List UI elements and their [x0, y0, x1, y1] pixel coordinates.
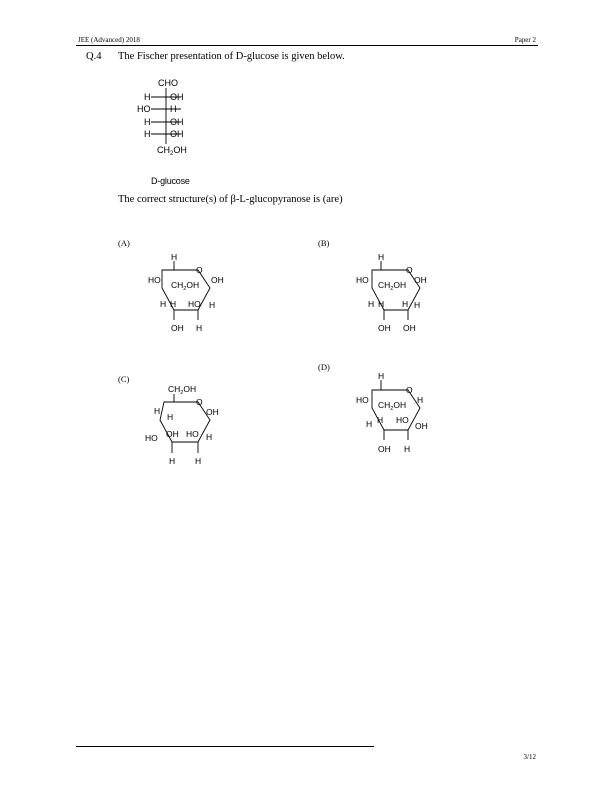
right-mid-left-b: H	[378, 299, 385, 309]
ch2oh-c-oh: OH	[183, 384, 197, 394]
right-up-d: H	[417, 395, 424, 405]
ch2oh-b	[378, 280, 406, 292]
right-up-c: OH	[206, 407, 219, 417]
ch2oh-b-ch: CH	[378, 280, 391, 290]
right-mid-d: HO	[396, 415, 409, 425]
ch2oh-c-sub: 2	[180, 390, 184, 396]
ch2oh-a	[171, 280, 199, 292]
left-in-b: H	[368, 299, 375, 309]
header-exam-title: JEE (Advanced) 2018	[78, 36, 140, 44]
option-b-label: (B)	[318, 238, 330, 248]
ch2oh-d-ch: CH	[378, 400, 391, 410]
left-up-a: HO	[148, 275, 161, 285]
fischer-row4-left: H	[144, 129, 151, 139]
option-d-label: (D)	[318, 362, 330, 372]
fischer-row3-right: OH	[170, 117, 184, 127]
question-text: The Fischer presentation of D-glucose is given below.	[118, 51, 345, 62]
fischer-projection-d-glucose	[130, 76, 210, 166]
fischer-row2-left: HO	[137, 104, 151, 114]
left-up-b: HO	[356, 275, 369, 285]
fischer-row4-right: OH	[170, 129, 184, 139]
fischer-row3-left: H	[144, 117, 151, 127]
header-divider	[76, 45, 538, 46]
fischer-row1-right: OH	[170, 92, 184, 102]
right-down-c: H	[206, 432, 213, 442]
option-c-label: (C)	[118, 374, 130, 384]
right-mid-c: HO	[186, 429, 199, 439]
right-mid-left-d: H	[377, 415, 384, 425]
bottom-right-b: OH	[403, 323, 416, 333]
ring-oxygen-d: O	[406, 385, 413, 395]
footer-divider	[76, 746, 374, 747]
ch2oh-c-ch: CH	[168, 384, 181, 394]
structure-a	[140, 248, 250, 343]
right-down-a: H	[209, 300, 216, 310]
fischer-ch2oh-ch: CH	[157, 145, 170, 155]
top-h-d: H	[378, 371, 385, 381]
ch2oh-c	[168, 384, 196, 396]
page-number: 3/12	[523, 753, 536, 761]
left-down-c: HO	[145, 433, 158, 443]
fischer-ch2oh-oh: OH	[173, 145, 187, 155]
left-in-c: OH	[166, 429, 179, 439]
ch2oh-a-oh: OH	[186, 280, 200, 290]
ring-oxygen-c: O	[196, 397, 203, 407]
fischer-ch2oh	[157, 145, 187, 157]
bottom-left-d: OH	[378, 444, 391, 454]
ch2oh-b-oh: OH	[393, 280, 407, 290]
header-paper-label: Paper 2	[514, 36, 536, 44]
ch2oh-d-sub: 2	[390, 406, 394, 412]
ch2oh-a-ch: CH	[171, 280, 184, 290]
ch2oh-a-sub: 2	[183, 286, 187, 292]
question-number: Q.4	[86, 51, 102, 62]
left-up-d: HO	[356, 395, 369, 405]
fischer-cho: CHO	[158, 78, 178, 88]
top-h-b: H	[378, 252, 385, 262]
left-in-d: H	[366, 419, 373, 429]
right-up-a: OH	[211, 275, 224, 285]
structure-b	[350, 248, 460, 343]
ring-oxygen-a: O	[196, 265, 203, 275]
right-down-b: H	[414, 300, 421, 310]
bottom-right-d: H	[404, 444, 411, 454]
right-up-b: OH	[414, 275, 427, 285]
right-mid-a: HO	[188, 299, 201, 309]
structure-c	[140, 380, 250, 475]
option-a-label: (A)	[118, 238, 130, 248]
fischer-caption: D-glucose	[151, 176, 190, 186]
right-mid-left-a: H	[170, 299, 177, 309]
top-h-a: H	[171, 252, 178, 262]
bottom-left-a: OH	[171, 323, 184, 333]
bottom-left-c: H	[169, 456, 176, 466]
left-in-a: H	[160, 299, 167, 309]
ring-oxygen-b: O	[406, 265, 413, 275]
fischer-row2-right: H	[170, 104, 177, 114]
ch2oh-d-oh: OH	[393, 400, 407, 410]
ch2oh-b-sub: 2	[390, 286, 394, 292]
structure-d	[350, 368, 460, 463]
top-h-c: H	[167, 412, 174, 422]
fischer-ch2oh-sub: 2	[170, 151, 174, 157]
bottom-right-a: H	[196, 323, 203, 333]
fischer-row1-left: H	[144, 92, 151, 102]
question-prompt: The correct structure(s) of β-L-glucopyranose is (are)	[118, 194, 343, 205]
bottom-left-b: OH	[378, 323, 391, 333]
ch2oh-d	[378, 400, 406, 412]
right-down-d: OH	[415, 421, 428, 431]
left-up-c: H	[154, 406, 161, 416]
right-mid-b: H	[402, 299, 409, 309]
bottom-right-c: H	[195, 456, 202, 466]
